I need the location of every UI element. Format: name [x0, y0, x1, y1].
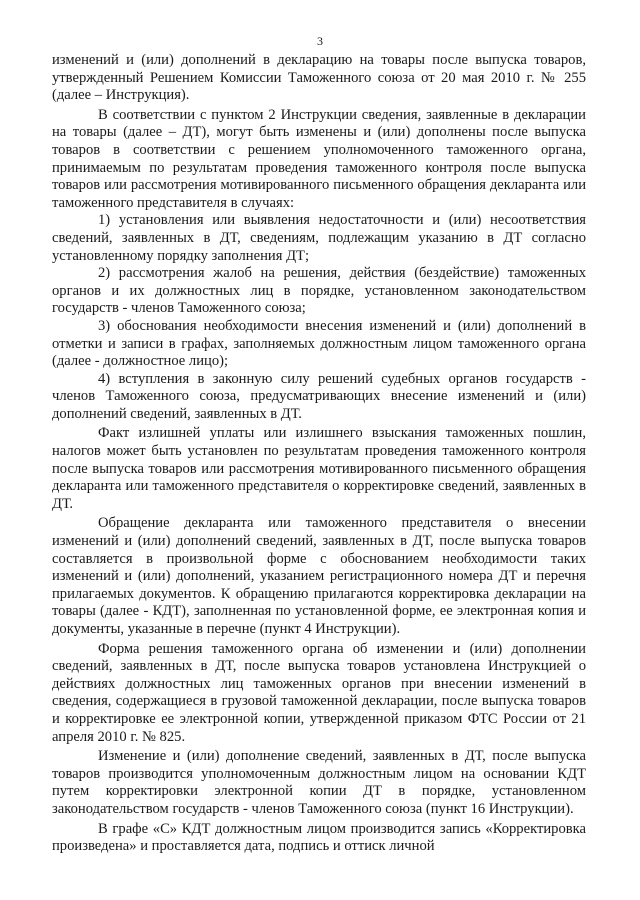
paragraph-instruction-reference: изменений и (или) дополнений в декларацию на товары после выпуска товаров, утвержденный Решением Комиссии Таможенного союза от 20 мая 2010 г. № 255 (далее – Инструкция). [52, 52, 586, 104]
document-body [52, 52, 586, 856]
paragraph-decision-form: Форма решения таможенного органа об изменении и (или) дополнении сведений, заявленных в ДТ, после выпуска товаров установлена Инструкцией о действиях должностных лиц таможенных органов при внесении изменений в сведения, содержащиеся в грузовой таможенной декларации, после выпуска товаров и корректировке ее электронной копии, утвержденной приказом ФТС России от 21 апреля 2010 г. № 825. [52, 640, 586, 745]
list-item-case-3: 3) обоснования необходимости внесения изменений и (или) дополнений в отметки и записи в графах, заполняемых должностным лицом таможенного органа (далее - должностное лицо); [52, 317, 586, 370]
paragraph-declarant-request: Обращение декларанта или таможенного представителя о внесении изменений и (или) дополнений сведений, заявленных в ДТ, после выпуска товаров составляется в произвольной форме с обоснованием необходимости таких изменений и (или) дополнений, указанием регистрационного номера ДТ и перечня прилагаемых документов. К обращению прилагаются корректировка декларации на товары (далее - КДТ), заполненная по установленной форме, ее электронная копия и документы, указанные в перечне (пункт 4 Инструкции). [52, 515, 586, 637]
paragraph-overpayment: Факт излишней уплаты или излишнего взыскания таможенных пошлин, налогов может быть установлен по результатам проведения таможенного контроля после выпуска товаров или рассмотрения мотивированного письменного обращения декларанта или таможенного представителя о корректировке сведений, заявленных в ДТ. [52, 425, 586, 512]
list-item-case-1: 1) установления или выявления недостаточности и (или) несоответствия сведений, заявленных в ДТ, сведениям, подлежащим указанию в ДТ согласно установленному порядку заполнения ДТ; [52, 212, 586, 264]
paragraph-cases-intro: В соответствии с пунктом 2 Инструкции сведения, заявленные в декларации на товары (далее – ДТ), могут быть изменены и (или) дополнены после выпуска товаров в соответствии с решением уполномоченного таможенного органа, принимаемым по результатам проведения таможенного контроля после выпуска товаров или рассмотрения мотивированного письменного обращения декларанта или таможенного представителя в случаях: [52, 106, 586, 211]
list-item-case-2: 2) рассмотрения жалоб на решения, действия (бездействие) таможенных органов и их должностных лиц в порядке, установленном законодательством государств - членов Таможенного союза; [52, 265, 586, 317]
paragraph-column-c-record: В графе «С» КДТ должностным лицом производится запись «Корректировка произведена» и проставляется дата, подпись и оттиск личной [52, 820, 586, 855]
list-item-case-4: 4) вступления в законную силу решений судебных органов государств - членов Таможенного союза, предусматривающих внесение изменений и (или) дополнений сведений, заявленных в ДТ. [52, 370, 586, 422]
paragraph-change-procedure: Изменение и (или) дополнение сведений, заявленных в ДТ, после выпуска товаров производится уполномоченным должностным лицом на основании КДТ путем корректировки электронной копии ДТ в порядке, установленном законодательством государств - членов Таможенного союза (пункт 16 Инструкции). [52, 748, 586, 817]
page-number: 3 [317, 34, 323, 48]
